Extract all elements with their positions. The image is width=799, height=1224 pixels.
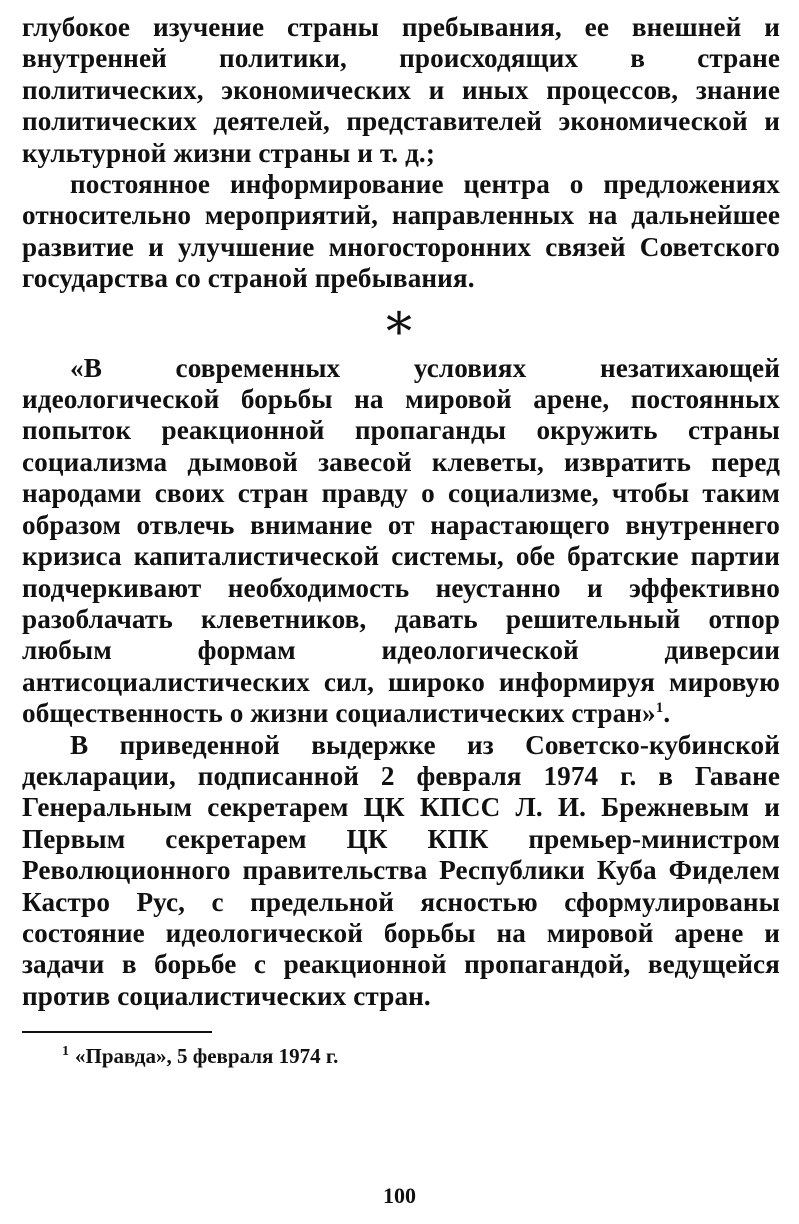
page-number: 100 [383, 1183, 416, 1208]
quote-text: «В современных условиях незатихающей идеологической борьбы на мировой арене, постоянных попыток реакционной пропаганды окружить страны социализма дымовой завесой клеветы, извратить перед народами своих стран правду о социализме, чтобы таким образом отвлечь внимание от нарастающего внутреннего кризиса капиталистической системы, обе братские партии подчеркивают необходимость неустанно и эффективно разоблачать клеветников, давать решительный отпор любым формам идеологической диверсии антисоциалистических сил, широко информируя мировую общественность о жизни социалистических стран» [22, 352, 780, 729]
quote-paragraph [22, 353, 780, 730]
paragraph-1: глубокое изучение страны пребывания, ее внешней и внутренней политики, происходящих в стране политических, экономических и иных процессов, знание политических деятелей, представителей экономической и культурной жизни страны и т. д.; [22, 12, 780, 168]
quote-end: . [663, 698, 671, 729]
paragraph-2: постоянное информирование центра о предложениях относительно мероприятий, направленных на дальнейшее развитие и улучшение многосторонних связей Советского государства со страной пребывания. [22, 169, 780, 294]
footnote [22, 1043, 780, 1069]
asterisk-icon: ∗ [381, 293, 417, 351]
paragraph-after-quote: В приведенной выдержке из Советско-кубинской декларации, подписанной 2 февраля 1974 г. в Гаване Генеральным секретарем ЦК КПСС Л. И. Брежневым и Первым секретарем ЦК КПК премьер-министром Революционного правительства Республики Куба Фиделем Кастро Рус, с предельной ясностью сформулированы состояние идеологической борьбы на мировой арене и задачи в борьбе с реакционной пропагандой, ведущейся против социалистических стран. [22, 729, 780, 1011]
footnote-reference[interactable]: 1 [655, 700, 664, 717]
footnote-divider [22, 1031, 212, 1033]
footnote-mark: 1 [62, 1044, 69, 1060]
section-separator-asterisk [22, 295, 780, 353]
footnote-text: «Правда», 5 февраля 1974 г. [75, 1044, 339, 1069]
page-body [22, 12, 780, 1069]
